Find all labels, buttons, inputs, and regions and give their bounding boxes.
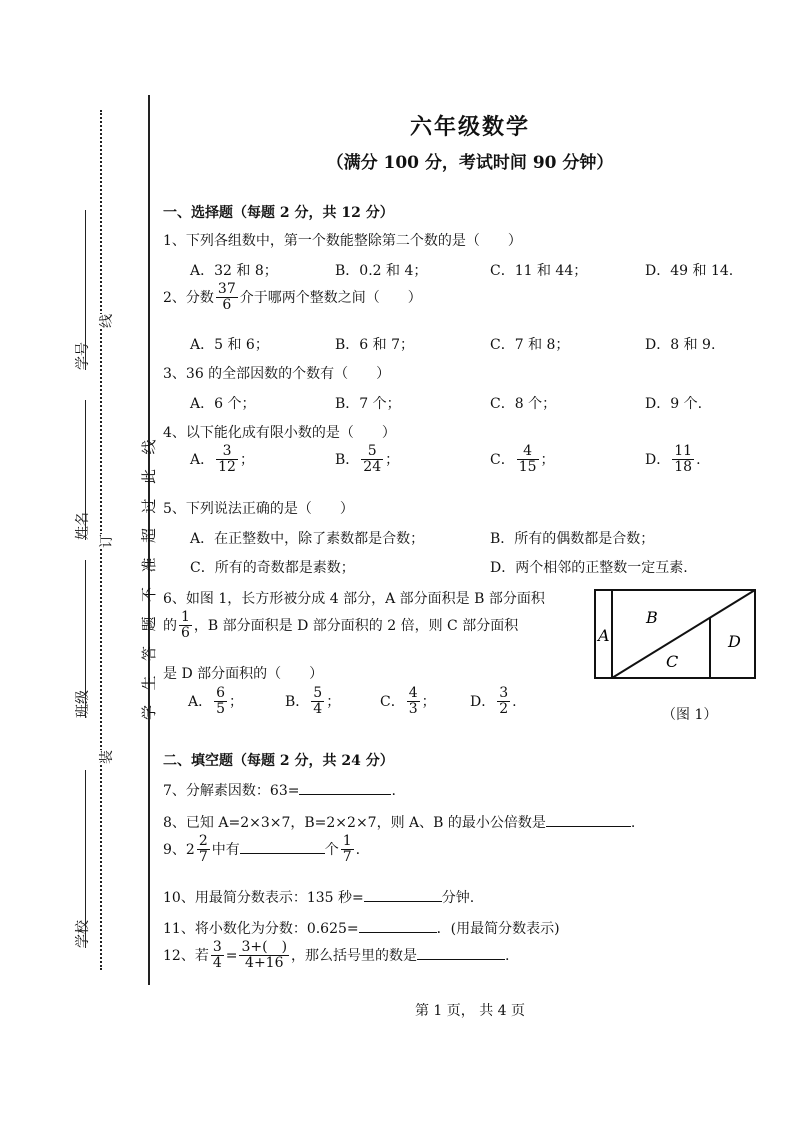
q3-option-a[interactable]: A．6 个； (190, 396, 256, 412)
q4-a-label: A． (190, 451, 215, 468)
figure-label-d: D (728, 632, 741, 651)
q6-line-2 (163, 610, 518, 642)
q11 (163, 918, 560, 938)
q6-option-a[interactable] (188, 686, 243, 718)
q6-option-d[interactable] (470, 686, 517, 718)
q12-num2: 3+( ) (241, 939, 288, 955)
q2-option-a[interactable]: A．5 和 6； (190, 337, 269, 353)
section-1-title: 一、选择题（每题 2 分，共 12 分） (163, 205, 394, 221)
q12-fraction-2 (239, 940, 289, 972)
q3-option-c[interactable]: C．8 个； (490, 396, 557, 412)
q9 (163, 834, 360, 866)
q2-stem (163, 282, 422, 314)
q5-stem: 5、下列说法正确的是（ ） (163, 501, 354, 517)
q9-mid2: 个 (324, 841, 339, 858)
blank-banji[interactable] (85, 560, 86, 718)
q9-den2: 7 (342, 849, 352, 866)
q6-d-label: D． (470, 693, 496, 710)
binding-char-zhuang: 装 (96, 750, 116, 764)
q4-c-fraction (517, 444, 539, 476)
q9-mid: 中有 (211, 841, 240, 858)
q1-option-d[interactable]: D．49 和 14. (645, 263, 734, 279)
q2-num: 37 (217, 281, 236, 297)
binding-warning (118, 420, 158, 720)
page-title: 六年级数学 (409, 114, 530, 140)
q9-num2: 1 (342, 833, 352, 849)
q8-stem: 8、已知 A=2×3×7，B=2×2×7，则 A、B 的最小公倍数是 (163, 815, 546, 831)
q5-option-d[interactable]: D．两个相邻的正整数一定互素. (490, 560, 688, 576)
q6-a-label: A． (188, 693, 213, 710)
q9-den: 7 (198, 849, 208, 866)
q3-stem: 3、36 的全部因数的个数有（ ） (163, 366, 391, 382)
q4-b-den: 24 (363, 459, 382, 476)
q6-line-1: 6、如图 1，长方形被分成 4 部分，A 部分面积是 B 部分面积 (163, 591, 545, 607)
q6-b-label: B． (285, 693, 310, 710)
q12-fraction (211, 940, 224, 972)
q12-post: ，那么括号里的数是 (291, 947, 418, 964)
q2-option-d[interactable]: D．8 和 9. (645, 337, 716, 353)
q10-stem: 10、用最简分数表示：135 秒= (163, 890, 364, 906)
q12-num: 3 (212, 939, 222, 955)
q11-end: ．(用最简分数表示) (436, 921, 560, 937)
q8-end: . (630, 815, 636, 831)
q10-end: 分钟. (441, 890, 475, 906)
q11-stem: 11、将小数化为分数：0.625= (163, 921, 359, 937)
q6-fraction (179, 610, 192, 642)
q4-b-num: 5 (361, 444, 383, 460)
q8-answer-blank[interactable] (546, 812, 631, 827)
q6-a-den: 5 (216, 701, 226, 718)
q6-option-c[interactable] (380, 686, 436, 718)
q6-a-num: 6 (216, 685, 226, 701)
q6-line-3: 是 D 部分面积的（ ） (163, 666, 324, 682)
q9-num: 2 (198, 833, 208, 849)
q4-a-den: 12 (218, 459, 236, 476)
q6-c-den: 3 (408, 701, 418, 718)
figure-label-b: B (646, 608, 658, 627)
q6-option-b[interactable] (285, 686, 340, 718)
q4-a-num: 3 (216, 444, 238, 460)
q4-d-label: D． (645, 451, 671, 468)
q6-d-fraction (497, 686, 510, 718)
q6-a-fraction (214, 686, 227, 718)
q9-fraction-2 (341, 834, 354, 866)
q1-option-b[interactable]: B．0.2 和 4； (335, 263, 428, 279)
q4-d-fraction (672, 444, 694, 476)
q6-d-num: 3 (499, 685, 509, 701)
q2-fraction (216, 282, 238, 314)
q1-option-a[interactable]: A．32 和 8； (190, 263, 278, 279)
q4-c-label: C． (490, 451, 515, 468)
binding-char-xian: 线 (96, 314, 116, 328)
q12-den: 4 (212, 955, 222, 972)
q6-b-num: 5 (313, 685, 323, 701)
q12-eq: = (225, 947, 238, 964)
q6-den: 6 (181, 625, 190, 642)
q6-num: 1 (181, 609, 190, 625)
q8 (163, 812, 635, 832)
figure-caption: （图 1） (662, 707, 718, 723)
figure-label-c: C (666, 652, 679, 671)
q3-option-d[interactable]: D．9 个. (645, 396, 703, 412)
q6-c-end: ； (421, 693, 436, 710)
figure-1 (590, 585, 765, 685)
q7-stem: 7、分解素因数：63= (163, 783, 300, 799)
page-footer: 第 1 页， 共 4 页 (414, 1003, 526, 1019)
q4-option-d[interactable] (645, 444, 701, 476)
q10-answer-blank[interactable] (364, 887, 442, 902)
q5-option-a[interactable]: A．在正整数中，除了素数都是合数； (190, 531, 425, 547)
q1-stem: 1、下列各组数中，第一个数能整除第二个数的是（ ） (163, 233, 522, 249)
q4-c-end: ； (540, 451, 555, 468)
q1-option-c[interactable]: C．11 和 44； (490, 263, 588, 279)
q6-line2-post: ，B 部分面积是 D 部分面积的 2 倍，则 C 部分面积 (193, 617, 519, 634)
q6-b-end: ； (326, 693, 341, 710)
q10 (163, 887, 474, 907)
q9-answer-blank[interactable] (240, 839, 325, 854)
q6-c-label: C． (380, 693, 405, 710)
q4-d-den: 18 (674, 459, 693, 476)
q4-a-end: ； (239, 451, 254, 468)
q3-option-b[interactable]: B．7 个； (335, 396, 401, 412)
q6-c-fraction (407, 686, 420, 718)
blank-xuexiao[interactable] (85, 770, 86, 948)
q9-fraction (197, 834, 210, 866)
q7-end: . (391, 783, 396, 799)
q12-end: . (505, 947, 510, 964)
q5-option-b[interactable]: B．所有的偶数都是合数； (490, 531, 655, 547)
q4-d-end: . (696, 451, 701, 468)
q4-c-den: 15 (518, 459, 537, 476)
q4-option-a[interactable] (190, 444, 254, 476)
q6-b-fraction (311, 686, 324, 718)
blank-xuehao[interactable] (85, 210, 86, 370)
q12-answer-blank[interactable] (417, 945, 505, 960)
q9-pre: 9、2 (163, 841, 195, 858)
q12-pre: 12、若 (163, 947, 209, 964)
binding-char-ding: 订 (96, 534, 116, 548)
q4-b-fraction (361, 444, 383, 476)
q4-option-c[interactable] (490, 444, 555, 476)
q4-option-b[interactable] (335, 444, 399, 476)
binding-warning-text: 学生答题不准超过此线 (140, 424, 158, 720)
q4-a-fraction (216, 444, 238, 476)
q4-stem: 4、以下能化成有限小数的是（ ） (163, 425, 396, 441)
q12 (163, 940, 510, 972)
page-subtitle: （满分 100 分，考试时间 90 分钟） (326, 153, 614, 173)
q4-b-end: ； (385, 451, 400, 468)
q6-b-den: 4 (313, 701, 323, 718)
q2-pre: 2、分数 (163, 289, 214, 306)
q7 (163, 780, 396, 800)
label-xuexiao: 学校 (75, 920, 91, 948)
q2-post: 介于哪两个整数之间（ ） (239, 289, 422, 306)
q12-den2: 4+16 (245, 955, 284, 972)
q6-line2-pre: 的 (163, 617, 177, 634)
q9-end: . (355, 841, 361, 858)
q2-option-b[interactable]: B．6 和 7； (335, 337, 415, 353)
q4-c-num: 4 (517, 444, 539, 460)
q5-option-c[interactable]: C．所有的奇数都是素数； (190, 560, 355, 576)
q6-d-den: 2 (499, 701, 509, 718)
q7-answer-blank[interactable] (299, 780, 391, 795)
figure-label-a: A (598, 626, 610, 645)
q4-b-label: B． (335, 451, 360, 468)
section-2-title: 二、填空题（每题 2 分，共 24 分） (163, 753, 394, 769)
q2-option-c[interactable]: C．7 和 8； (490, 337, 570, 353)
blank-xingming[interactable] (85, 400, 86, 540)
label-xingming: 姓名 (75, 512, 91, 540)
label-xuehao: 学号 (75, 342, 91, 370)
q6-d-end: . (512, 693, 517, 710)
q4-d-num: 11 (674, 443, 693, 459)
label-banji: 班级 (75, 690, 91, 718)
q11-answer-blank[interactable] (359, 918, 437, 933)
q2-den: 6 (222, 297, 232, 314)
q6-a-end: ； (229, 693, 244, 710)
q6-c-num: 4 (408, 685, 418, 701)
